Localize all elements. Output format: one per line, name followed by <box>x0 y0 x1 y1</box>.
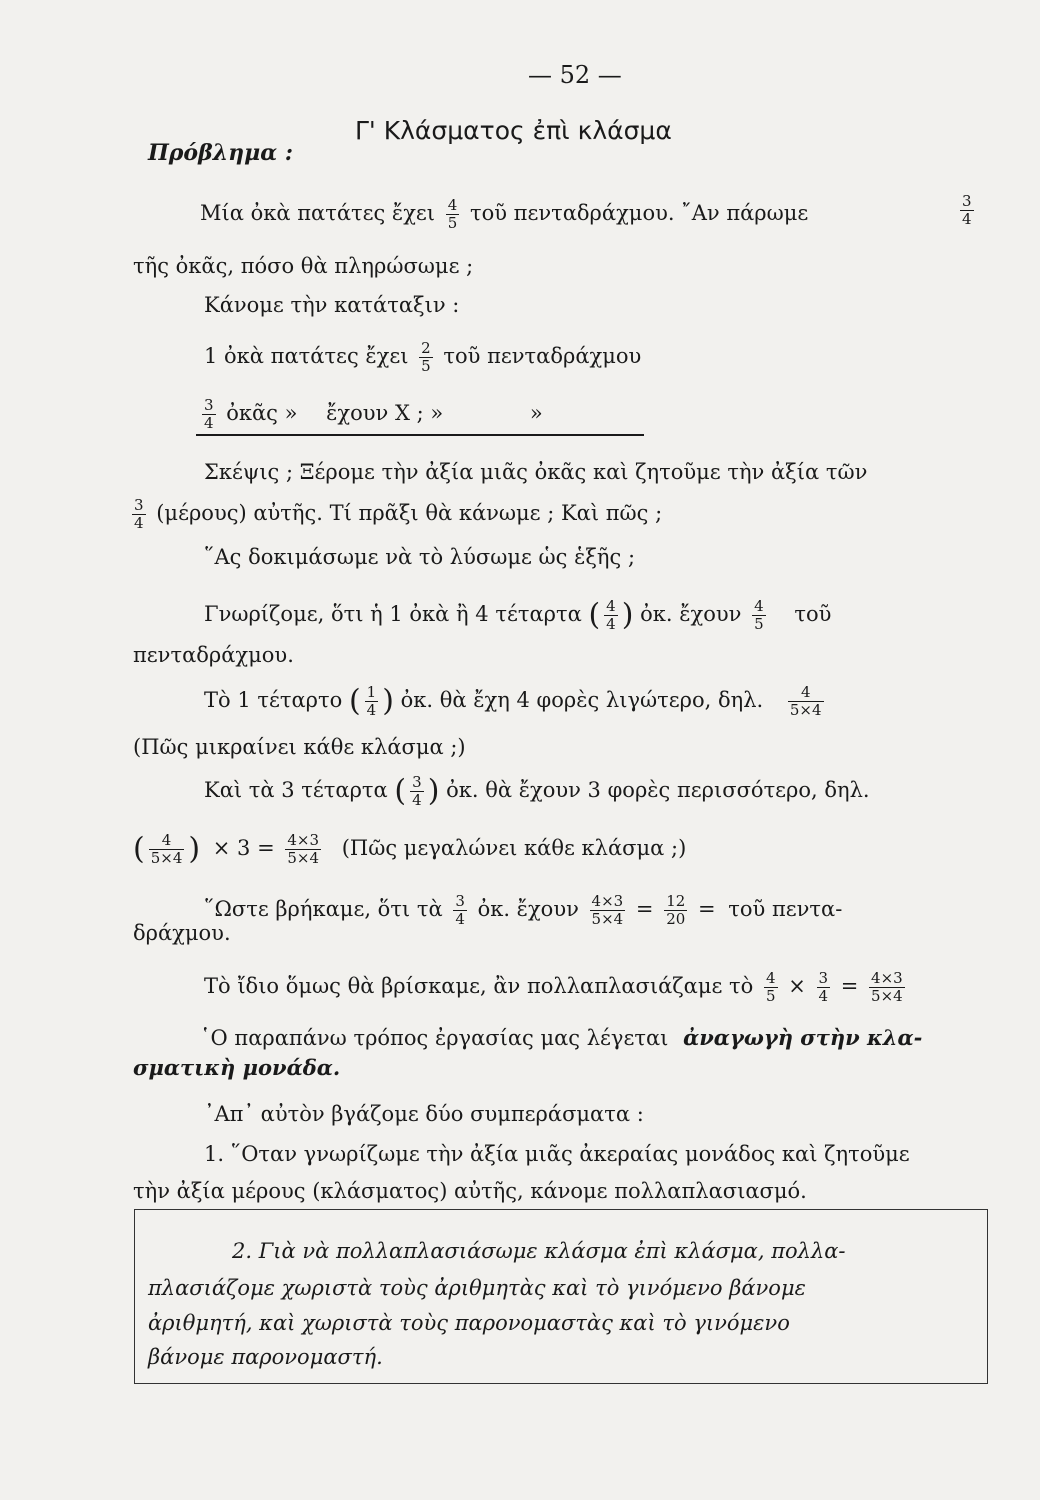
three-b: ὀκ. θὰ ἔχουν 3 φορὲς περισσότερο, δηλ. <box>446 778 870 802</box>
three-row <box>204 774 870 809</box>
intro-text-d: Κάνομε τὴν κατάταξιν : <box>204 293 460 317</box>
method-a: ῾Ο παραπάνω τρόπος ἐργασίας μας λέγεται <box>200 1026 669 1050</box>
know-row <box>204 598 831 633</box>
fraction-four-fifths: $\frac{4}{5}$ <box>447 196 458 232</box>
fraction-four-fifths: $\frac{4}{5}$ <box>754 597 764 633</box>
fraction-three-quarters: $\frac{3}{4}$ <box>412 773 422 809</box>
result-b: ὀκ. ἔχουν <box>477 897 579 921</box>
open-paren: ( <box>394 773 407 809</box>
three-mult: × 3 = <box>212 836 275 860</box>
setup-r2-c: » <box>529 401 543 425</box>
result-a: ῞Ωστε βρήκαμε, ὅτι τὰ <box>204 897 443 921</box>
same-row <box>204 970 909 1005</box>
close-paren: ) <box>188 831 201 867</box>
setup-row-2 <box>198 397 543 432</box>
think-a: Σκέψις ; Ξέρομε τὴν ἀξία μιᾶς ὀκᾶς καὶ ζητοῦμε τὴν ἀξία τῶν <box>204 460 868 484</box>
setup-underline <box>196 434 644 436</box>
fraction-two-fifths: $\frac{2}{5}$ <box>421 339 431 375</box>
same-eq: = <box>840 974 859 998</box>
conclusion-2-a: 2. Γιὰ νὰ πολλαπλασιάσωμε κλάσμα ἐπὶ κλάσμα, πολλα- <box>232 1239 846 1263</box>
know-a: Γνωρίζομε, ὅτι ἡ 1 ὀκὰ ἢ 4 τέταρτα <box>204 602 582 626</box>
fraction-4x3-over-5x4: $\frac{4\times 3}{5\times 4}$ <box>287 831 320 867</box>
quarter-a: Τὸ 1 τέταρτο <box>204 688 343 712</box>
three-equation <box>133 832 686 867</box>
conclusion-1-b: τὴν ἀξία μέρους (κλάσματος) αὐτῆς, κάνομε πολλαπλασιασμό. <box>133 1179 807 1203</box>
know-c: τοῦ <box>794 602 832 626</box>
problem-label: Πρόβλημα : <box>148 140 293 166</box>
open-paren: ( <box>588 597 601 633</box>
know-b: ὀκ. ἔχουν <box>640 602 742 626</box>
intro-text-c: τῆς ὀκᾶς, πόσο θὰ πληρώσωμε ; <box>133 254 474 278</box>
fraction-4x3-over-5x4: $\frac{4\times 3}{5\times 4}$ <box>871 969 903 1005</box>
setup-r2-b: ἔχουν Χ ; » <box>326 401 444 425</box>
fraction-three-quarters: $\frac{3}{4}$ <box>455 892 465 928</box>
close-paren: ) <box>382 683 394 719</box>
conclusions-intro: ᾽Απ᾽ αὐτὸν βγάζομε δύο συμπεράσματα : <box>204 1102 644 1126</box>
fraction-three-quarters: $\frac{3}{4}$ <box>818 969 829 1005</box>
three-a: Καὶ τὰ 3 τέταρτα <box>204 778 388 802</box>
fraction-four-fifths: $\frac{4}{5}$ <box>765 969 776 1005</box>
intro-text-b: τοῦ πενταδράχμου. ῎Αν πάρωμε <box>469 201 809 225</box>
same-times: × <box>788 974 806 998</box>
section-title: Γ' Κλάσματος ἐπὶ κλάσμα <box>355 116 672 145</box>
fraction-twelve-twentieths: $\frac{12}{20}$ <box>666 892 686 928</box>
three-q: (Πῶς μεγαλώνει κάθε κλάσμα ;) <box>341 836 687 860</box>
close-paren: ) <box>427 773 440 809</box>
fraction-three-quarters: $\frac{3}{4}$ <box>204 396 214 432</box>
conclusion-2-b: πλασιάζομε χωριστὰ τοὺς ἀριθμητὰς καὶ τὸ γινόμενο βάνομε <box>148 1276 806 1300</box>
intro-text-a: Μία ὀκὰ πατάτες ἔχει <box>200 201 436 225</box>
intro-line <box>200 197 808 232</box>
open-paren: ( <box>348 683 361 719</box>
fraction-three-quarters: $\frac{3}{4}$ <box>134 496 144 532</box>
fraction-four-over-5x4: $\frac{4}{5\times 4}$ <box>789 683 822 719</box>
setup-r2-a: ὀκᾶς » <box>226 401 298 425</box>
conclusion-1-a: 1. ῞Οταν γνωρίζωμε τὴν ἀξία μιᾶς ἀκεραίας μονάδος καὶ ζητοῦμε <box>204 1142 910 1166</box>
close-paren: ) <box>621 597 634 633</box>
result-c: τοῦ πεντα- <box>728 897 843 921</box>
setup-row-1 <box>204 340 641 375</box>
fraction-three-quarters: $\frac{3}{4}$ <box>962 192 972 228</box>
method-c: σματικὴ μονάδα. <box>133 1055 341 1080</box>
result-eq-2: = <box>697 897 716 921</box>
result-row <box>204 893 842 928</box>
result-d: δράχμου. <box>133 921 231 945</box>
know-d: πενταδράχμου. <box>133 643 294 667</box>
result-eq-1: = <box>635 897 654 921</box>
conclusion-2-d: βάνομε παρονομαστή. <box>148 1345 383 1369</box>
method-row <box>200 1025 922 1051</box>
fraction-4x3-over-5x4: $\frac{4\times 3}{5\times 4}$ <box>591 892 624 928</box>
fraction-four-quarters: $\frac{4}{4}$ <box>606 597 616 633</box>
intro-fraction-right <box>956 193 978 228</box>
think-row-b <box>128 497 662 532</box>
conclusion-2-c: ἀριθμητή, καὶ χωριστὰ τοὺς παρονομαστὰς καὶ τὸ γινόμενο <box>148 1311 790 1335</box>
fraction-four-over-5x4: $\frac{4}{5\times 4}$ <box>150 831 183 867</box>
same-a: Τὸ ἴδιο ὅμως θὰ βρίσκαμε, ἂν πολλαπλασιάζαμε τὸ <box>204 974 754 998</box>
think-c: ῞Ας δοκιμάσωμε νὰ τὸ λύσωμε ὡς ἑξῆς ; <box>204 545 636 569</box>
setup-r1-b: τοῦ πενταδράχμου <box>443 344 642 368</box>
page-number: — 52 — <box>528 61 622 89</box>
quarter-b: ὀκ. θὰ ἔχη 4 φορὲς λιγώτερο, δηλ. <box>400 688 764 712</box>
fraction-one-quarter: $\frac{1}{4}$ <box>366 683 377 719</box>
quarter-row <box>204 684 828 719</box>
open-paren: ( <box>133 831 145 867</box>
setup-r1-a: 1 ὀκὰ πατάτες ἔχει <box>204 344 409 368</box>
method-b: ἀναγωγὴ στὴν κλα- <box>683 1025 923 1050</box>
quarter-q: (Πῶς μικραίνει κάθε κλάσμα ;) <box>133 735 466 759</box>
think-b: (μέρους) αὐτῆς. Τί πρᾶξι θὰ κάνωμε ; Καὶ πῶς ; <box>156 501 663 525</box>
